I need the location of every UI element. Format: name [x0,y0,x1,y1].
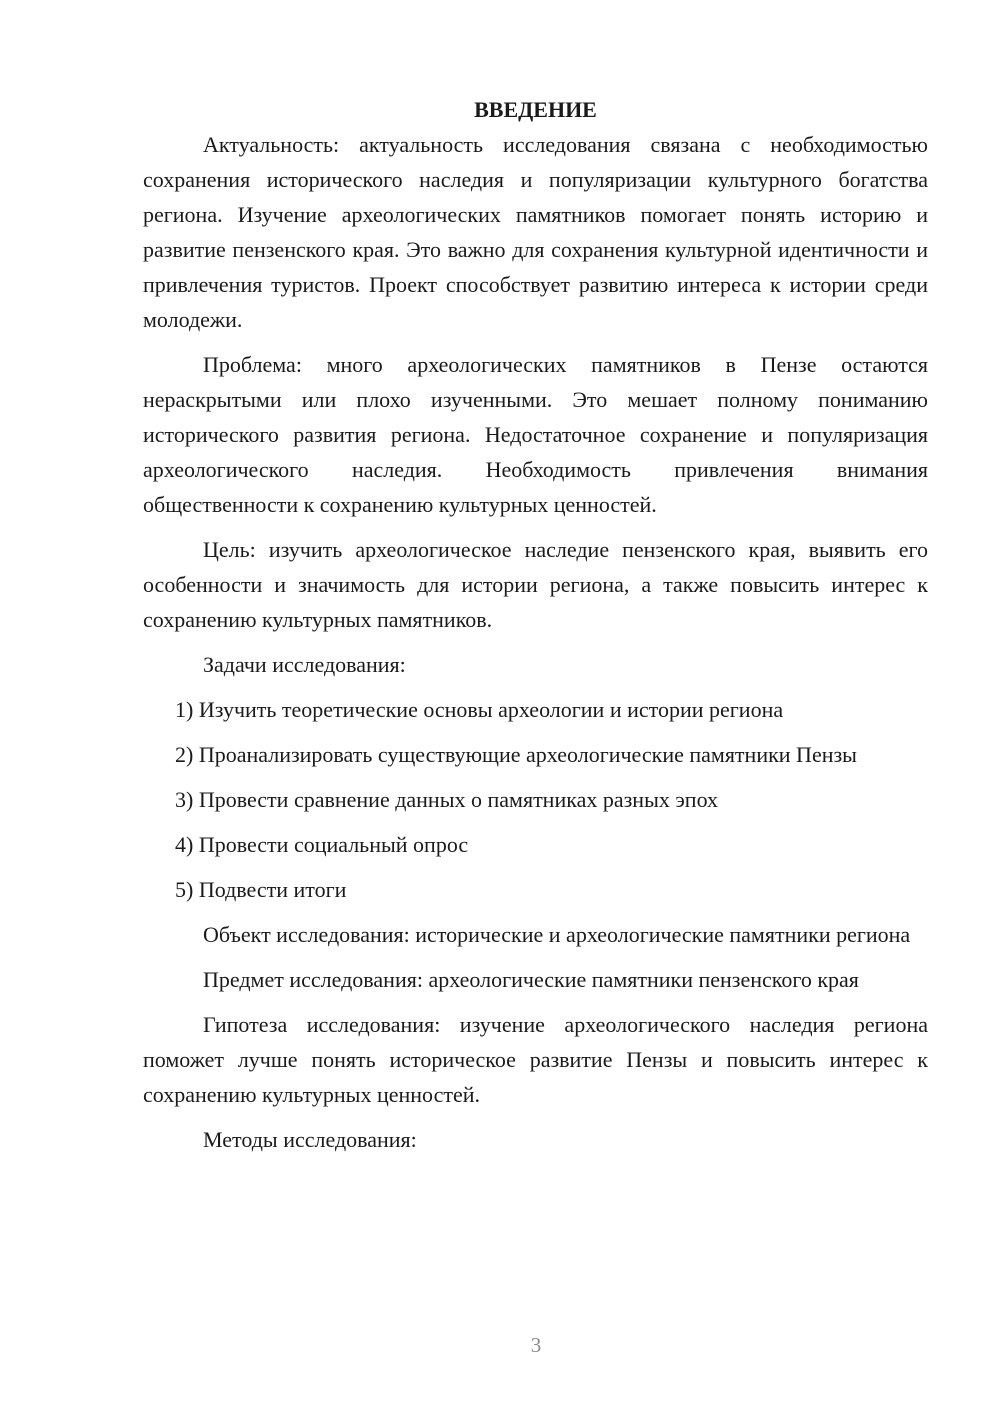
tasks-heading: Задачи исследования: [203,652,406,677]
goal-paragraph: Цель: изучить археологическое наследие пензенского края, выявить его особенности и значимость для истории региона, а также повысить интерес к сохранению культурных памятников. [143,537,928,632]
page-number: 3 [530,1333,542,1357]
object-paragraph: Объект исследования: исторические и археологические памятники региона [203,922,911,947]
page-content [143,92,928,1157]
task-item-3: 3) Провести сравнение данных о памятниках разных эпох [175,787,719,812]
relevance-paragraph: Актуальность: актуальность исследования связана с необходимостью сохранения исторического наследия и популяризации культурного богатства региона. Изучение археологических памятников помогает понять историю и развитие пензенского края. Это важно для сохранения культурной идентичности и привлечения туристов. Проект способствует развитию интереса к истории среди молодежи. [143,132,928,332]
problem-paragraph: Проблема: много археологических памятников в Пензе остаются нераскрытыми или плохо изученными. Это мешает полному пониманию исторического развития региона. Недостаточное сохранение и популяризация археологического наследия. Необходимость привлечения внимания общественности к сохранению культурных ценностей. [143,352,928,517]
page-title: ВВЕДЕНИЕ [474,97,597,122]
subject-paragraph: Предмет исследования: археологические памятники пензенского края [203,967,859,992]
task-item-5: 5) Подвести итоги [175,877,347,902]
task-item-4: 4) Провести социальный опрос [175,832,469,857]
task-item-1: 1) Изучить теоретические основы археологии и истории региона [175,697,784,722]
methods-heading: Методы исследования: [203,1127,417,1152]
hypothesis-paragraph: Гипотеза исследования: изучение археологического наследия региона поможет лучше понять историческое развитие Пензы и повысить интерес к сохранению культурных ценностей. [143,1012,928,1107]
task-item-2: 2) Проанализировать существующие археологические памятники Пензы [175,742,857,767]
